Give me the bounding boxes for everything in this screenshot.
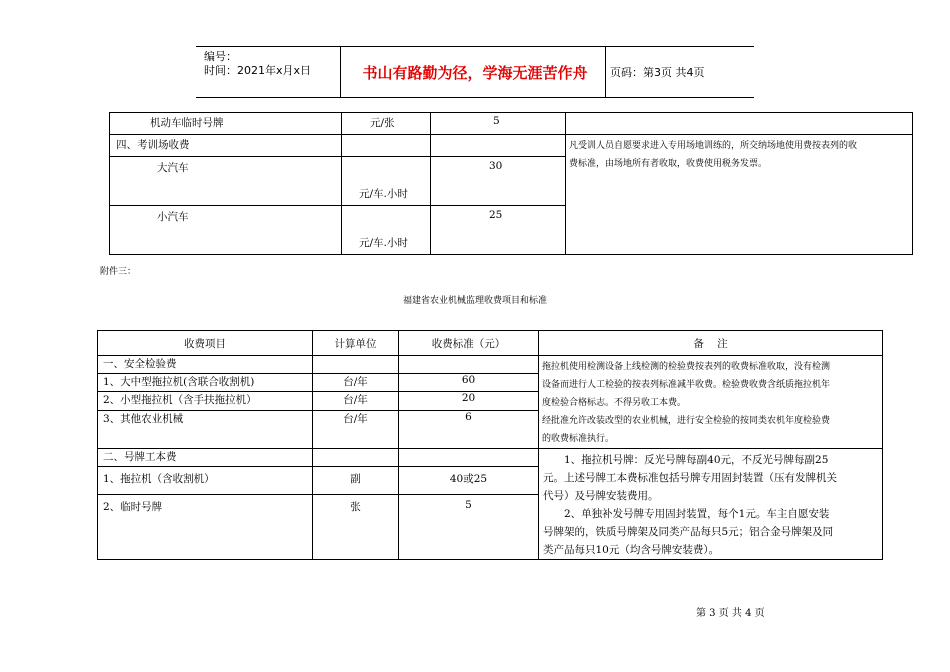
row-fee: 20	[399, 392, 539, 411]
row-fee: 5	[399, 494, 539, 559]
row-fee: 40或25	[399, 467, 539, 495]
header-fee: 收费标准（元）	[399, 331, 539, 356]
table2-title: 福建省农业机械监理收费项目和标准	[402, 296, 547, 306]
empty-cell	[342, 135, 431, 157]
note-line: 代号）及号牌安装费用。	[543, 490, 659, 502]
note-line: 2、单独补发号牌专用固封装置，每个1元。车主自愿安装	[543, 508, 830, 520]
row-item: 1、拖拉机（含收割机）	[98, 467, 313, 495]
empty-cell	[399, 356, 539, 374]
note-line: 1、拖拉机号牌：反光号牌每副40元，不反光号牌每副25	[543, 454, 829, 466]
training-note	[566, 135, 913, 255]
note-line: 费标准，由场地所有者收取，收费使用税务发票。	[569, 159, 768, 169]
inspection-note	[539, 356, 883, 449]
attachment-label: 附件三：	[100, 267, 137, 277]
empty-cell	[399, 449, 539, 467]
note-line: 经批准允许改装改型的农业机械，进行安全检验的按同类农机年度检验费	[542, 416, 831, 426]
row-plate-fee: 5	[431, 113, 566, 135]
page-header	[196, 46, 754, 98]
row-small-item: 小汽车	[110, 206, 342, 255]
row-plate-item: 机动车临时号牌	[110, 113, 342, 135]
empty-cell	[313, 449, 399, 467]
time-label: 时间：2021年x月x日	[204, 64, 312, 77]
note-line: 设备而进行人工检验的按表列标准减半收费。检验费收费含纸质拖拉机年	[542, 380, 831, 390]
number-label: 编号：	[204, 50, 237, 63]
row-unit: 副	[313, 467, 399, 495]
note-line: 元。上述号牌工本费标准包括号牌专用固封装置（压有发牌机关	[543, 472, 837, 484]
vehicle-fee-table	[109, 112, 913, 255]
row-big-fee: 30	[431, 157, 566, 206]
empty-cell	[313, 356, 399, 374]
header-item: 收费项目	[98, 331, 313, 356]
row-item: 2、临时号牌	[98, 494, 313, 559]
row-unit: 张	[313, 494, 399, 559]
note-line: 拖拉机使用检测设备上线检测的检验费按表列的收费标准收取，没有检测	[542, 362, 831, 372]
row-item: 2、小型拖拉机（含手扶拖拉机）	[98, 392, 313, 411]
plate-cost-note	[539, 449, 883, 560]
row-small-fee: 25	[431, 206, 566, 255]
row-unit: 台/年	[313, 410, 399, 448]
header-meta	[204, 50, 311, 78]
row-big-item: 大汽车	[110, 157, 342, 206]
row-small-unit: 元/车.小时	[342, 206, 431, 255]
farm-machinery-fee-table	[97, 330, 883, 560]
header-unit: 计算单位	[313, 331, 399, 356]
section-inspection: 一、安全检验费	[98, 356, 313, 374]
row-plate-note	[566, 113, 913, 135]
header-motto: 书山有路勤为径，学海无涯苦作舟	[362, 63, 588, 82]
row-fee: 6	[399, 410, 539, 448]
row-item: 1、大中型拖拉机(含联合收割机)	[98, 373, 313, 392]
note-line: 的收费标准执行。	[542, 434, 615, 444]
row-fee: 60	[399, 373, 539, 392]
row-unit: 台/年	[313, 392, 399, 411]
header-divider	[340, 47, 341, 97]
row-big-unit: 元/车.小时	[342, 157, 431, 206]
row-item: 3、其他农业机械	[98, 410, 313, 448]
section-training: 四、考训场收费	[110, 135, 342, 157]
page-footer: 第 3 页 共 4 页	[696, 608, 765, 619]
note-line: 凡受训人员自愿要求进入专用场地训练的，所交纳场地使用费按表列的收	[569, 141, 858, 151]
header-remark: 备 注	[539, 331, 883, 356]
header-page-number: 页码：第3页 共4页	[610, 66, 705, 79]
section-plate-cost: 二、号牌工本费	[98, 449, 313, 467]
empty-cell	[431, 135, 566, 157]
note-line: 类产品每只10元（均含号牌安装费）。	[543, 544, 720, 556]
row-unit: 台/年	[313, 373, 399, 392]
note-line: 度检验合格标志。不得另收工本费。	[542, 398, 687, 408]
note-line: 号牌架的，铁质号牌架及同类产品每只5元；铝合金号牌架及同	[543, 526, 834, 538]
header-divider	[605, 47, 606, 97]
row-plate-unit: 元/张	[342, 113, 431, 135]
